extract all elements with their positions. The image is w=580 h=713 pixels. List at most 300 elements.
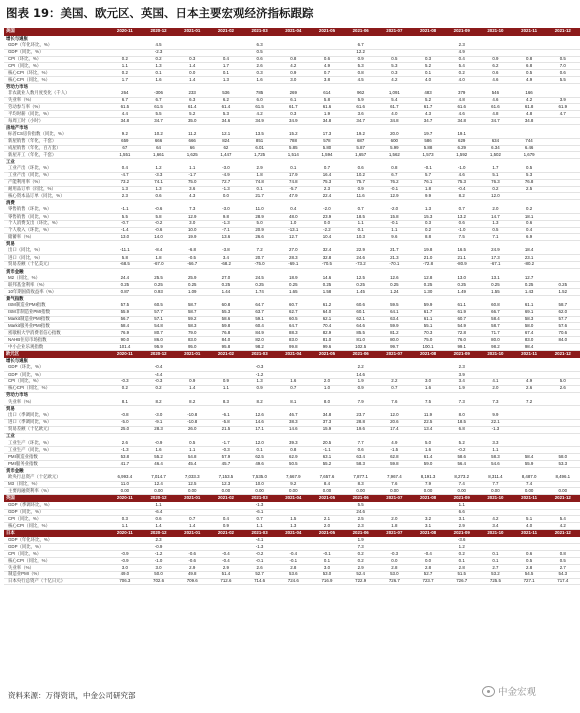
value-cell: 166 — [512, 90, 546, 97]
value-cell: 62.1 — [310, 316, 344, 323]
value-cell: 52.7 — [411, 571, 445, 578]
value-cell: 61.7 — [276, 104, 310, 111]
value-cell: 2.6 — [546, 385, 580, 392]
value-cell — [209, 433, 243, 440]
table-row — [4, 343, 580, 350]
value-cell: 12.5 — [175, 481, 209, 488]
value-cell: 2.3 — [445, 42, 479, 49]
value-cell: 1.1 — [344, 220, 378, 227]
value-cell: 56.4 — [445, 460, 479, 467]
value-cell — [378, 392, 412, 399]
indicator-label: CPI（同比，%） — [4, 551, 108, 558]
value-cell: 1,679 — [512, 152, 546, 159]
month-header: 2021-05 — [310, 28, 344, 36]
indicator-label: 耐用品订单（同比，%） — [4, 186, 108, 193]
value-cell: 34.9 — [243, 118, 277, 125]
value-cell: 22.5 — [411, 419, 445, 426]
value-cell: 20.0 — [378, 131, 412, 138]
value-cell: 4.0 — [512, 523, 546, 530]
indicator-label: M3（同比，%） — [4, 481, 108, 488]
value-cell: 1.3 — [142, 63, 176, 70]
value-cell: 85.5 — [344, 330, 378, 337]
value-cell: 101.4 — [108, 343, 142, 350]
macro-indicator-table-container — [4, 28, 571, 585]
value-cell: 90.0 — [108, 337, 142, 344]
value-cell: 0.6 — [512, 220, 546, 227]
value-cell: -75.0 — [243, 261, 277, 268]
value-cell: 81.2 — [378, 330, 412, 337]
value-cell: 2.0 — [479, 207, 513, 214]
value-cell — [512, 509, 546, 516]
value-cell: 0.1 — [479, 551, 513, 558]
value-cell: 0.2 — [411, 227, 445, 234]
value-cell: 98.2 — [243, 343, 277, 350]
value-cell: 0.2 — [344, 558, 378, 565]
table-row — [4, 558, 580, 565]
value-cell: -67.1 — [479, 261, 513, 268]
table-row — [4, 220, 580, 227]
value-cell: 1.43 — [512, 289, 546, 296]
value-cell: -306 — [142, 90, 176, 97]
month-header: 2021-01 — [175, 350, 209, 358]
value-cell: 55.9 — [108, 309, 142, 316]
value-cell: 0.3 — [411, 56, 445, 63]
value-cell: 10.2 — [142, 131, 176, 138]
value-cell: 712.6 — [209, 578, 243, 585]
value-cell — [411, 358, 445, 365]
value-cell: 20.7 — [243, 255, 277, 262]
indicator-label: NAHB住房市场指数 — [4, 337, 108, 344]
value-cell: 14.6 — [243, 419, 277, 426]
value-cell: -0.3 — [142, 378, 176, 385]
value-cell: 0.1 — [445, 558, 479, 565]
value-cell: 4.0 — [378, 111, 412, 118]
value-cell: 25.9 — [175, 275, 209, 282]
table-row — [4, 399, 580, 406]
table-row — [4, 323, 580, 330]
value-cell: 45.7 — [209, 460, 243, 467]
value-cell: 61.5 — [108, 104, 142, 111]
value-cell: 0.3 — [276, 111, 310, 118]
table-row — [4, 179, 580, 186]
value-cell: 20.6 — [378, 419, 412, 426]
indicator-label: 日本央行总资产（十亿日元） — [4, 578, 108, 585]
value-cell: 1,091 — [378, 90, 412, 97]
value-cell: 60.1 — [344, 309, 378, 316]
value-cell: -8.4 — [142, 248, 176, 255]
value-cell: 6.3 — [243, 42, 277, 49]
value-cell — [546, 433, 580, 440]
value-cell — [546, 426, 580, 433]
value-cell: -0.1 — [310, 551, 344, 558]
value-cell: 0.93 — [142, 289, 176, 296]
month-header: 2021-01 — [175, 530, 209, 538]
value-cell: 83.0 — [512, 337, 546, 344]
value-cell: 60.4 — [243, 323, 277, 330]
indicator-label: 主要再融资利率（%） — [4, 488, 108, 495]
value-cell: -0.1 — [243, 558, 277, 565]
month-header: 2020-12 — [142, 350, 176, 358]
table-row — [4, 509, 580, 516]
indicator-label: 进口（季调同比，%） — [4, 419, 108, 426]
value-cell: 3.8 — [310, 77, 344, 84]
value-cell: 13.4 — [411, 426, 445, 433]
value-cell: 1.58 — [310, 289, 344, 296]
indicator-label: 个人收入（环比，%） — [4, 227, 108, 234]
value-cell: 4.2 — [512, 97, 546, 104]
value-cell: 21.0 — [411, 255, 445, 262]
month-header: 2021-10 — [479, 350, 513, 358]
indicator-label: 贸易 — [6, 241, 15, 247]
value-cell: 100.1 — [411, 343, 445, 350]
value-cell: 1.0 — [276, 220, 310, 227]
value-cell: 1.30 — [411, 289, 445, 296]
indicator-label: 增长与通胀 — [6, 357, 28, 363]
value-cell: 5.4 — [546, 516, 580, 523]
value-cell — [310, 36, 344, 43]
value-cell: 7.2 — [512, 399, 546, 406]
value-cell: 55.9 — [512, 460, 546, 467]
indicator-label: ISM非制造业PMI指数 — [4, 309, 108, 316]
value-cell: 67.4 — [512, 330, 546, 337]
value-cell — [546, 268, 580, 275]
value-cell: 233 — [175, 90, 209, 97]
value-cell: 3.0 — [175, 220, 209, 227]
value-cell: 4.6 — [479, 97, 513, 104]
value-cell: 7.6 — [378, 399, 412, 406]
value-cell: 13.0 — [445, 275, 479, 282]
value-cell: 0.0 — [411, 558, 445, 565]
indicator-label: 10年期国债收益率（%） — [4, 289, 108, 296]
indicator-label: 标普CS房价指数（同比，%） — [4, 131, 108, 138]
value-cell: 24.6 — [344, 509, 378, 516]
value-cell: -1.7 — [175, 172, 209, 179]
value-cell: 37.3 — [310, 419, 344, 426]
value-cell: 0.9 — [243, 385, 277, 392]
value-cell — [546, 138, 580, 145]
value-cell: 2.3 — [445, 365, 479, 372]
month-header: 2021-12 — [546, 350, 580, 358]
value-cell: 8,311.4 — [479, 474, 513, 481]
value-cell: 11.9 — [411, 413, 445, 420]
indicator-label: 新屋开工（年化，千套） — [4, 152, 108, 159]
value-cell: 59.8 — [378, 460, 412, 467]
value-cell: 12.9 — [175, 213, 209, 220]
value-cell — [479, 358, 513, 365]
value-cell: -0.9 — [108, 558, 142, 565]
value-cell: 0.4 — [512, 227, 546, 234]
value-cell — [276, 36, 310, 43]
value-cell: -11.1 — [108, 248, 142, 255]
value-cell: 84.0 — [209, 337, 243, 344]
value-cell: 6.7 — [142, 97, 176, 104]
value-cell: 0.3 — [411, 220, 445, 227]
value-cell: 51.5 — [445, 571, 479, 578]
value-cell: 79.0 — [175, 330, 209, 337]
value-cell — [512, 365, 546, 372]
value-cell: 4.8 — [512, 111, 546, 118]
value-cell: 61.6 — [344, 104, 378, 111]
month-header: 2021-11 — [512, 28, 546, 36]
indicator-label: 房地产市场 — [6, 124, 28, 130]
value-cell: 5.9 — [344, 97, 378, 104]
value-cell: 67 — [108, 145, 142, 152]
month-header: 2021-04 — [276, 350, 310, 358]
value-cell: -0.9 — [142, 544, 176, 551]
value-cell: 12.5 — [344, 275, 378, 282]
value-cell: 7.3 — [445, 399, 479, 406]
value-cell: 74.8 — [243, 179, 277, 186]
value-cell: 2.8 — [276, 564, 310, 571]
table-row — [4, 502, 580, 509]
value-cell: -0.2 — [142, 220, 176, 227]
table-row — [4, 460, 580, 467]
value-cell: 1.24 — [378, 289, 412, 296]
value-cell: 0.00 — [108, 488, 142, 495]
value-cell — [479, 131, 513, 138]
value-cell: 1.44 — [209, 289, 243, 296]
value-cell: 18.5 — [344, 213, 378, 220]
month-header: 2021-05 — [310, 350, 344, 358]
table-row — [4, 378, 580, 385]
value-cell: 55.2 — [142, 454, 176, 461]
value-cell: 34.7 — [479, 118, 513, 125]
value-cell: 13.0 — [108, 234, 142, 241]
table-row — [4, 275, 580, 282]
value-cell: 0.25 — [209, 282, 243, 289]
value-cell — [512, 268, 546, 275]
value-cell — [546, 220, 580, 227]
value-cell: 0.3 — [243, 70, 277, 77]
value-cell: 2.8 — [411, 564, 445, 571]
value-cell: 59.9 — [411, 302, 445, 309]
value-cell: 2.3 — [310, 186, 344, 193]
value-cell: 61.6 — [445, 104, 479, 111]
value-cell — [546, 255, 580, 262]
table-row — [4, 42, 580, 49]
value-cell: 5.0 — [243, 220, 277, 227]
value-cell — [175, 372, 209, 379]
value-cell: 0.25 — [344, 282, 378, 289]
value-cell: 723.7 — [411, 578, 445, 585]
indicator-label: 欧央行总资产（十亿欧元） — [4, 474, 108, 481]
value-cell — [546, 372, 580, 379]
value-cell — [276, 365, 310, 372]
value-cell: 70.3 — [411, 330, 445, 337]
value-cell: 7.9 — [344, 399, 378, 406]
value-cell: -0.8 — [108, 413, 142, 420]
indicator-label: GDP（同比，%） — [4, 544, 108, 551]
value-cell: 614 — [310, 90, 344, 97]
month-header: 2020-11 — [108, 530, 142, 538]
value-cell: 47.9 — [276, 193, 310, 200]
value-cell: 0.00 — [546, 488, 580, 495]
value-cell: 18.9 — [276, 275, 310, 282]
month-header: 2020-12 — [142, 28, 176, 36]
value-cell: 53.2 — [479, 571, 513, 578]
value-cell: 5.2 — [445, 440, 479, 447]
value-cell: 0.2 — [142, 56, 176, 63]
value-cell: 62.0 — [546, 309, 580, 316]
month-header: 2021-07 — [378, 350, 412, 358]
month-header: 2021-11 — [512, 350, 546, 358]
table-row — [4, 118, 580, 125]
value-cell: 269 — [276, 90, 310, 97]
value-cell — [209, 544, 243, 551]
table-row — [4, 544, 580, 551]
value-cell — [142, 433, 176, 440]
value-cell: 0.25 — [411, 282, 445, 289]
month-header: 2021-02 — [209, 350, 243, 358]
value-cell: 24.4 — [108, 275, 142, 282]
value-cell — [276, 358, 310, 365]
value-cell: 26.0 — [175, 426, 209, 433]
value-cell: 2.8 — [378, 564, 412, 571]
value-cell: 0.2 — [512, 207, 546, 214]
table-row — [4, 537, 580, 544]
value-cell: -5.7 — [276, 186, 310, 193]
value-cell: 0.6 — [344, 166, 378, 173]
value-cell: 1.3 — [108, 186, 142, 193]
value-cell: -1.1 — [310, 447, 344, 454]
value-cell: 5.5 — [546, 77, 580, 84]
value-cell — [310, 544, 344, 551]
value-cell: 824 — [209, 138, 243, 145]
value-cell: 20.5 — [310, 440, 344, 447]
value-cell: -0.9 — [142, 440, 176, 447]
value-cell: 0.2 — [479, 186, 513, 193]
month-header: 2021-07 — [378, 28, 412, 36]
value-cell: 8.4 — [310, 481, 344, 488]
value-cell: 12.4 — [142, 481, 176, 488]
value-cell: 70.6 — [546, 330, 580, 337]
value-cell: 23.9 — [310, 213, 344, 220]
value-cell: 22.4 — [310, 193, 344, 200]
value-cell: 1.2 — [445, 544, 479, 551]
value-cell: 17.4 — [378, 426, 412, 433]
value-cell — [108, 268, 142, 275]
value-cell: 63.7 — [243, 309, 277, 316]
value-cell: 1.9 — [445, 385, 479, 392]
value-cell: 9.2 — [108, 131, 142, 138]
value-cell: 0.5 — [512, 70, 546, 77]
value-cell: 84.0 — [546, 337, 580, 344]
month-header: 2021-11 — [512, 495, 546, 503]
value-cell: 24.6 — [344, 255, 378, 262]
indicator-label: PMI服务业指数 — [4, 460, 108, 467]
table-row — [4, 104, 580, 111]
value-cell: 24.5 — [243, 275, 277, 282]
value-cell — [108, 509, 142, 516]
value-cell: 0.25 — [108, 282, 142, 289]
value-cell: 21.7 — [378, 248, 412, 255]
value-cell: 2.3 — [142, 537, 176, 544]
value-cell: 5.0 — [411, 440, 445, 447]
value-cell: 76.3 — [479, 179, 513, 186]
indicator-label: 平均时薪（同比，%） — [4, 111, 108, 118]
indicator-label: 核心CPI（同比，%） — [4, 558, 108, 565]
indicator-label: 失业率（%） — [4, 399, 108, 406]
value-cell: 32.4 — [310, 248, 344, 255]
value-cell — [546, 343, 580, 350]
value-cell — [108, 544, 142, 551]
value-cell: 46.4 — [142, 460, 176, 467]
value-cell — [479, 36, 513, 43]
value-cell: 0.1 — [142, 70, 176, 77]
value-cell — [310, 42, 344, 49]
value-cell: 1.09 — [175, 289, 209, 296]
table-row — [4, 261, 580, 268]
value-cell: 0.7 — [445, 207, 479, 214]
value-cell: 3.0 — [310, 564, 344, 571]
value-cell: 57.1 — [142, 316, 176, 323]
value-cell: 0.25 — [378, 282, 412, 289]
value-cell: 2.0 — [310, 378, 344, 385]
value-cell: 1,551 — [108, 152, 142, 159]
value-cell: 2.8 — [512, 564, 546, 571]
table-row — [4, 131, 580, 138]
value-cell: 13.1 — [479, 275, 513, 282]
value-cell: 0.4 — [209, 516, 243, 523]
table-row — [4, 481, 580, 488]
value-cell — [479, 433, 513, 440]
value-cell — [546, 124, 580, 131]
value-cell: 5.8 — [142, 213, 176, 220]
indicator-label: 核心资本品订单（同比，%） — [4, 193, 108, 200]
value-cell: 0.6 — [512, 551, 546, 558]
value-cell: 0.8 — [546, 551, 580, 558]
value-cell: -9.1 — [142, 419, 176, 426]
value-cell — [276, 509, 310, 516]
value-cell: 34.8 — [378, 118, 412, 125]
value-cell — [310, 49, 344, 56]
value-cell: 0.87 — [108, 289, 142, 296]
value-cell — [512, 426, 546, 433]
value-cell: 55.1 — [411, 323, 445, 330]
value-cell — [209, 268, 243, 275]
month-header: 2021-03 — [243, 495, 277, 503]
value-cell: 0.9 — [479, 56, 513, 63]
value-cell: 702.6 — [142, 578, 176, 585]
value-cell — [310, 268, 344, 275]
table-row — [4, 63, 580, 70]
value-cell: 1,514 — [276, 152, 310, 159]
value-cell: 0.2 — [142, 385, 176, 392]
value-cell: 11.6 — [344, 193, 378, 200]
value-cell: -1.0 — [445, 166, 479, 173]
value-cell: 34.8 — [445, 118, 479, 125]
value-cell: -3.0 — [142, 413, 176, 420]
value-cell: 0.1 — [411, 70, 445, 77]
value-cell: -4.9 — [209, 172, 243, 179]
indicator-label: GDP（同比，%） — [4, 49, 108, 56]
value-cell — [142, 268, 176, 275]
value-cell: 4.2 — [243, 111, 277, 118]
value-cell — [411, 365, 445, 372]
value-cell — [175, 49, 209, 56]
value-cell — [512, 447, 546, 454]
value-cell: 0.00 — [479, 488, 513, 495]
value-cell: -1.7 — [209, 440, 243, 447]
value-cell: -80.2 — [512, 261, 546, 268]
value-cell: 60.7 — [445, 316, 479, 323]
value-cell: 4.7 — [546, 111, 580, 118]
value-cell: 5.2 — [175, 111, 209, 118]
value-cell: 1.7 — [108, 77, 142, 84]
value-cell: 7.3 — [479, 399, 513, 406]
month-header: 2021-06 — [344, 495, 378, 503]
month-header: 2020-12 — [142, 530, 176, 538]
